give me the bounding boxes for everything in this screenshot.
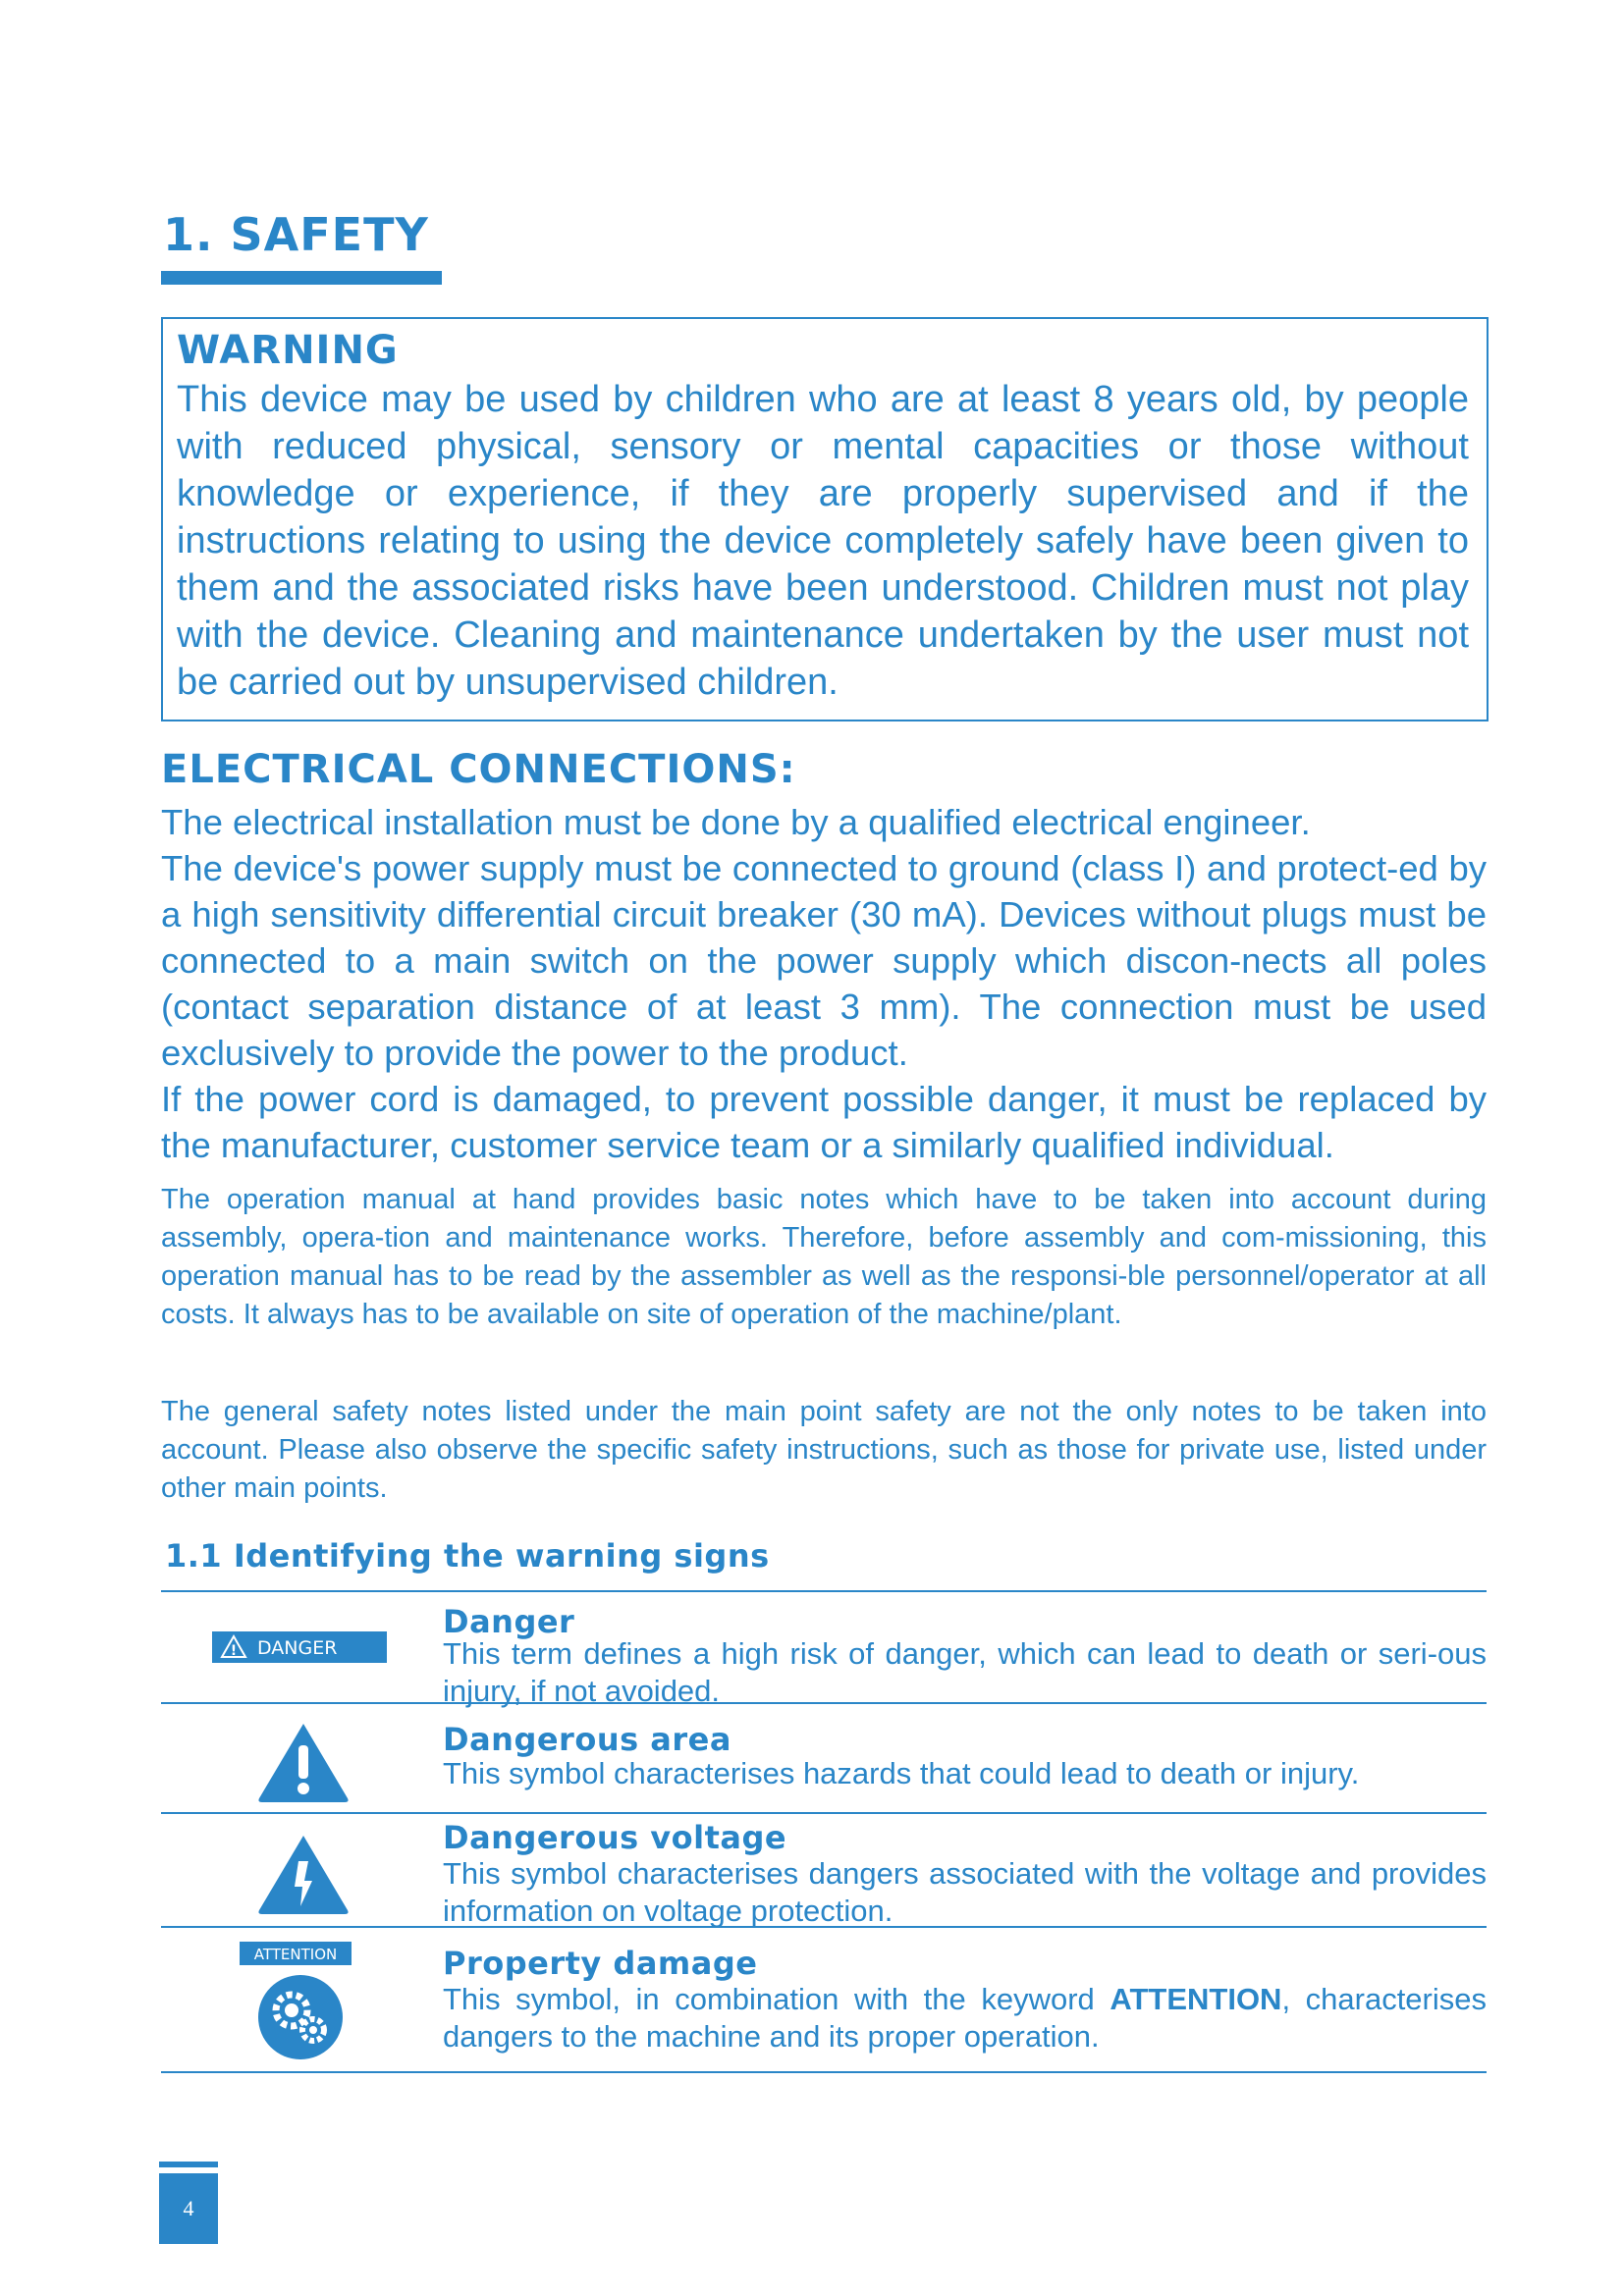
warning-title: WARNING [177, 328, 399, 373]
row-title: Dangerous voltage [443, 1819, 787, 1856]
page-title: 1. SAFETY [163, 208, 429, 261]
notes-para-1: The operation manual at hand provides basic notes which have to be taken into account during assembly, opera-tion and maintenance works. Therefore, before assembly and com-missioning, this operation manual has to be read by the assembler as well as the responsi-ble personnel/operator at all costs. It always has to be available on site of operation of the machine/plant. [161, 1184, 1487, 1330]
table-row [161, 1926, 1487, 2073]
table-row [161, 1590, 1487, 1708]
warning-box [161, 317, 1489, 721]
page-number-bar [159, 2162, 218, 2167]
warning-text: This device may be used by children who are at least 8 years old, by people with reduced physical, sensory or mental capacities or those without knowledge or experience, if they are properly supervised and if the instructions relating to using the device completely safely have been given to them and the associated risks have been understood. Children must not play with the device. Cleaning and maintenance undertaken by the user must not be carried out by unsupervised children. [177, 379, 1469, 703]
table-row [161, 1812, 1487, 1928]
title-underline [161, 271, 442, 285]
row-text: This symbol characterises hazards that could lead to death or injury. [443, 1756, 1360, 1790]
danger-label-icon [212, 1631, 387, 1663]
gears-icon [256, 1973, 345, 2061]
electrical-section [161, 746, 1487, 1168]
warning-signs-title: 1.1 Identifying the warning signs [165, 1537, 770, 1575]
attention-keyword: ATTENTION [1110, 1982, 1282, 2016]
row-title: Danger [443, 1603, 575, 1640]
row-text: This symbol characterises dangers associated with the voltage and provides information on voltage protection. [443, 1856, 1487, 1928]
row-text: This term defines a high risk of danger, which can lead to death or seri-ous injury, if not avoided. [443, 1636, 1487, 1708]
svg-text:!: ! [230, 1643, 238, 1659]
notes-para-2: The general safety notes listed under the main point safety are not the only notes to be taken into account. Please also observe the specific safety instructions, such as those for private use, listed under other main points. [161, 1396, 1487, 1504]
row-title: Property damage [443, 1945, 758, 1982]
voltage-triangle-icon [255, 1832, 352, 1916]
electrical-para-2: The device's power supply must be connected to ground (class I) and protect-ed by a high sensitivity differential circuit breaker (30 mA). Devices without plugs must be connected to a main switch on the power supply which discon-nects all poles (contact separation distance of at least 3 mm). The connection must be used exclusively to provide the power to the product. [161, 848, 1487, 1073]
table-row [161, 1702, 1487, 1814]
page-number: 4 [159, 2173, 218, 2244]
electrical-para-3: If the power cord is damaged, to prevent possible danger, it must be replaced by the manufacturer, customer service team or a similarly qualified individual. [161, 1079, 1487, 1165]
attention-label [240, 1942, 385, 1967]
danger-label-text: DANGER [257, 1637, 338, 1659]
row-text: This symbol, in combination with the keyword ATTENTION, characterises dangers to the machine and its proper operation. [443, 1982, 1487, 2054]
electrical-title: ELECTRICAL CONNECTIONS: [161, 747, 796, 792]
svg-text:ATTENTION: ATTENTION [253, 1946, 338, 1963]
electrical-para-1: The electrical installation must be done by a qualified electrical engineer. [161, 802, 1311, 842]
row-title: Dangerous area [443, 1721, 731, 1758]
exclamation-triangle-icon [255, 1720, 352, 1804]
